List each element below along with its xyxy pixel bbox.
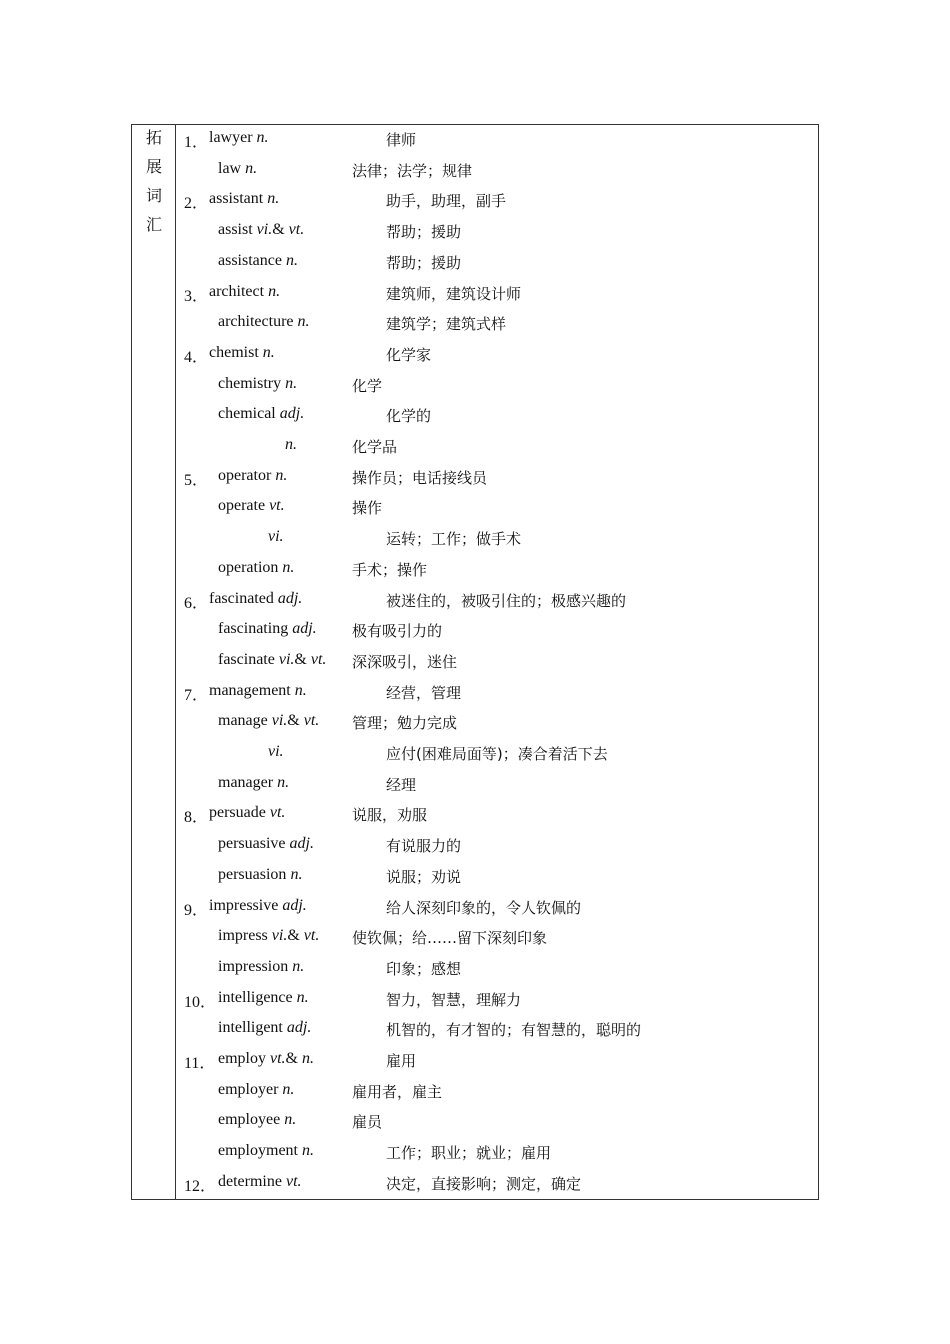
word-text: persuasion bbox=[218, 865, 291, 883]
entry-number: 7． bbox=[184, 686, 209, 704]
part-of-speech: vi. bbox=[268, 743, 284, 760]
side-label-char: 词 bbox=[145, 186, 162, 205]
part-of-speech: n. bbox=[267, 190, 280, 208]
entry-definition: 运转；工作；做手术 bbox=[386, 530, 522, 549]
entry-word bbox=[218, 620, 317, 638]
entry-definition: 建筑学；建筑式样 bbox=[386, 315, 507, 334]
word-text: assist bbox=[218, 221, 257, 239]
part-of-speech: n. bbox=[285, 436, 297, 453]
side-label-column bbox=[132, 125, 176, 1199]
entry-word bbox=[218, 712, 319, 730]
entry-definition: 雇用 bbox=[386, 1052, 417, 1070]
entry-word bbox=[209, 344, 275, 362]
entry-word bbox=[209, 283, 280, 301]
word-text: impression bbox=[218, 957, 293, 975]
entry-definition: 说服；劝说 bbox=[386, 867, 462, 886]
word-text: assistant bbox=[209, 190, 268, 208]
entry-number: 4． bbox=[184, 348, 209, 366]
list-item bbox=[176, 432, 818, 463]
word-text: assistance bbox=[218, 251, 286, 269]
entry-definition: 经营，管理 bbox=[386, 683, 462, 702]
list-item bbox=[176, 893, 818, 924]
part-of-speech: adj. bbox=[292, 620, 317, 638]
entry-word bbox=[209, 682, 307, 700]
entry-definition: 经理 bbox=[386, 775, 417, 794]
list-item bbox=[176, 186, 818, 217]
part-of-speech: n. bbox=[268, 282, 281, 300]
list-item bbox=[176, 156, 818, 187]
entry-definition: 化学品 bbox=[352, 438, 398, 456]
list-item bbox=[176, 831, 818, 862]
part-of-speech-extra: & vt. bbox=[294, 650, 327, 668]
entry-number: 12． bbox=[184, 1177, 217, 1195]
entry-number: 9． bbox=[184, 901, 209, 919]
entry-definition: 印象；感想 bbox=[386, 959, 462, 978]
part-of-speech-extra: & vt. bbox=[272, 221, 305, 239]
word-text: persuade bbox=[209, 804, 270, 822]
part-of-speech: n. bbox=[262, 343, 275, 361]
list-item bbox=[176, 1077, 818, 1108]
word-text: fascinating bbox=[218, 620, 293, 638]
entry-definition: 化学的 bbox=[386, 407, 432, 426]
part-of-speech: n. bbox=[301, 1142, 314, 1160]
entry-definition: 律师 bbox=[386, 131, 417, 149]
entry-definition: 说服，劝服 bbox=[352, 806, 428, 825]
word-text: employ bbox=[218, 1050, 270, 1067]
part-of-speech: vi. bbox=[278, 650, 295, 668]
part-of-speech: vi. bbox=[271, 712, 288, 730]
word-text: determine bbox=[218, 1172, 286, 1190]
entry-word bbox=[218, 866, 302, 884]
entry-definition: 有说服力的 bbox=[386, 837, 462, 856]
entry-word bbox=[209, 897, 307, 915]
word-text: persuasive bbox=[218, 835, 290, 853]
part-of-speech: adj. bbox=[279, 405, 305, 423]
word-text: intelligent bbox=[218, 1019, 287, 1037]
list-item bbox=[176, 463, 818, 494]
word-text: operator bbox=[218, 466, 276, 484]
entry-word bbox=[218, 835, 314, 853]
word-text: intelligence bbox=[218, 988, 297, 1006]
entry-word bbox=[218, 1111, 296, 1129]
entry-definition: 雇员 bbox=[352, 1113, 383, 1132]
vocabulary-table bbox=[131, 124, 819, 1200]
entry-definition: 应付(困难局面等)；凑合着活下去 bbox=[386, 745, 608, 763]
list-item bbox=[176, 862, 818, 893]
entry-definition: 给人深刻印象的，令人钦佩的 bbox=[386, 898, 582, 917]
entry-definition: 操作 bbox=[352, 499, 383, 518]
word-text: management bbox=[209, 681, 295, 699]
entry-definition: 极有吸引力的 bbox=[352, 622, 443, 641]
word-text: impressive bbox=[209, 896, 283, 914]
entry-word bbox=[285, 436, 297, 454]
list-item bbox=[176, 524, 818, 555]
entry-word bbox=[218, 375, 297, 393]
list-item bbox=[176, 739, 818, 770]
part-of-speech: n. bbox=[284, 1111, 297, 1129]
entry-word bbox=[218, 774, 289, 792]
entry-word bbox=[218, 1142, 314, 1160]
part-of-speech: vt. bbox=[270, 1050, 286, 1067]
entry-list bbox=[176, 125, 818, 1199]
word-text: law bbox=[218, 159, 246, 177]
entry-word bbox=[209, 590, 302, 608]
entry-word bbox=[218, 1081, 294, 1099]
part-of-speech: adj. bbox=[286, 1019, 312, 1037]
entry-definition: 雇用者，雇主 bbox=[352, 1082, 443, 1101]
entry-word bbox=[209, 804, 285, 822]
list-item bbox=[176, 985, 818, 1016]
part-of-speech-extra: & vt. bbox=[287, 712, 320, 730]
list-item bbox=[176, 371, 818, 402]
entry-word bbox=[218, 160, 257, 178]
list-item bbox=[176, 401, 818, 432]
word-text: chemical bbox=[218, 405, 280, 423]
part-of-speech-extra: & vt. bbox=[287, 927, 320, 945]
list-item bbox=[176, 1015, 818, 1046]
entry-definition: 帮助；援助 bbox=[386, 223, 462, 242]
entry-number: 3． bbox=[184, 287, 209, 305]
entry-word bbox=[218, 497, 285, 515]
word-text: fascinate bbox=[218, 650, 279, 668]
entry-definition: 化学家 bbox=[386, 345, 432, 364]
part-of-speech: n. bbox=[282, 558, 295, 576]
part-of-speech: n. bbox=[285, 251, 298, 269]
part-of-speech: n. bbox=[245, 159, 258, 177]
part-of-speech: n. bbox=[282, 1080, 295, 1098]
list-item bbox=[176, 555, 818, 586]
word-text: employee bbox=[218, 1111, 285, 1129]
entry-word bbox=[218, 1173, 302, 1191]
side-label-char: 汇 bbox=[145, 215, 162, 234]
list-item bbox=[176, 954, 818, 985]
part-of-speech: n. bbox=[285, 374, 298, 392]
list-item bbox=[176, 708, 818, 739]
part-of-speech: n. bbox=[297, 313, 310, 331]
part-of-speech: n. bbox=[292, 957, 305, 975]
entry-definition: 建筑师，建筑设计师 bbox=[386, 284, 522, 303]
word-text: lawyer bbox=[209, 129, 257, 146]
list-item bbox=[176, 647, 818, 678]
word-text: architect bbox=[209, 282, 269, 300]
part-of-speech: vi. bbox=[268, 528, 284, 546]
word-text: employment bbox=[218, 1142, 302, 1160]
side-label-char: 展 bbox=[145, 157, 162, 176]
entry-number: 2． bbox=[184, 195, 209, 213]
part-of-speech: adj. bbox=[282, 896, 307, 914]
entry-number: 5． bbox=[184, 471, 209, 489]
entry-word bbox=[209, 190, 279, 208]
entry-word bbox=[218, 651, 326, 669]
entry-word bbox=[218, 958, 304, 976]
word-text: manager bbox=[218, 773, 278, 791]
part-of-speech-extra: & n. bbox=[285, 1050, 314, 1067]
part-of-speech: vi. bbox=[271, 927, 288, 945]
list-item bbox=[176, 1169, 818, 1200]
list-item bbox=[176, 309, 818, 340]
part-of-speech: vt. bbox=[269, 804, 286, 822]
list-item bbox=[176, 248, 818, 279]
list-item bbox=[176, 1107, 818, 1138]
entry-word bbox=[218, 405, 304, 423]
entry-word bbox=[268, 528, 284, 546]
entry-definition: 工作；职业；就业；雇用 bbox=[386, 1144, 552, 1163]
list-item bbox=[176, 340, 818, 371]
part-of-speech: n. bbox=[294, 681, 307, 699]
list-item bbox=[176, 586, 818, 617]
list-item bbox=[176, 678, 818, 709]
list-item bbox=[176, 493, 818, 524]
list-item bbox=[176, 800, 818, 831]
word-text: fascinated bbox=[209, 589, 278, 607]
entry-definition: 法律；法学；规律 bbox=[352, 161, 473, 180]
entry-word bbox=[218, 252, 298, 270]
entry-number: 6． bbox=[184, 594, 209, 612]
entry-word bbox=[218, 467, 287, 485]
part-of-speech: n. bbox=[290, 865, 303, 883]
part-of-speech: n. bbox=[275, 466, 288, 484]
list-item bbox=[176, 1138, 818, 1169]
entry-definition: 深深吸引，迷住 bbox=[352, 652, 458, 671]
list-item bbox=[176, 217, 818, 248]
part-of-speech: vt. bbox=[269, 497, 285, 515]
part-of-speech: adj. bbox=[277, 589, 303, 607]
entry-word bbox=[218, 989, 309, 1007]
entry-number: 1． bbox=[184, 134, 209, 151]
entry-definition: 决定，直接影响；测定，确定 bbox=[386, 1174, 582, 1193]
list-item bbox=[176, 279, 818, 310]
word-text: operate bbox=[218, 497, 270, 515]
entry-definition: 操作员；电话接线员 bbox=[352, 468, 488, 487]
word-text: manage bbox=[218, 712, 272, 730]
part-of-speech: n. bbox=[256, 129, 269, 146]
side-label-char: 拓 bbox=[145, 128, 162, 147]
part-of-speech: n. bbox=[296, 988, 309, 1006]
list-item bbox=[176, 125, 818, 156]
entry-definition: 使钦佩；给……留下深刻印象 bbox=[352, 929, 548, 948]
entry-word bbox=[268, 743, 284, 761]
entry-word bbox=[218, 313, 310, 331]
entry-number: 11． bbox=[184, 1055, 216, 1072]
list-item bbox=[176, 616, 818, 647]
entry-definition: 手术；操作 bbox=[352, 560, 428, 579]
entry-word bbox=[218, 559, 294, 577]
entry-definition: 助手，助理，副手 bbox=[386, 192, 507, 211]
part-of-speech: vt. bbox=[285, 1172, 302, 1190]
word-text: chemist bbox=[209, 343, 263, 361]
entry-definition: 帮助；援助 bbox=[386, 253, 462, 272]
word-text: operation bbox=[218, 558, 283, 576]
word-text: employer bbox=[218, 1080, 283, 1098]
part-of-speech: n. bbox=[277, 773, 290, 791]
entry-definition: 化学 bbox=[352, 376, 383, 395]
word-text: architecture bbox=[218, 313, 298, 331]
entry-definition: 被迷住的，被吸引住的；极感兴趣的 bbox=[386, 591, 627, 610]
part-of-speech: adj. bbox=[289, 835, 314, 853]
entry-word bbox=[209, 129, 269, 147]
entry-word bbox=[218, 221, 304, 239]
word-text: impress bbox=[218, 927, 272, 945]
list-item bbox=[176, 923, 818, 954]
word-text: chemistry bbox=[218, 374, 286, 392]
entry-definition: 机智的，有才智的；有智慧的，聪明的 bbox=[386, 1021, 642, 1040]
list-item bbox=[176, 1046, 818, 1077]
entry-number: 10． bbox=[184, 993, 217, 1011]
entry-word bbox=[218, 1050, 314, 1068]
list-item bbox=[176, 770, 818, 801]
entry-word bbox=[218, 1019, 311, 1037]
entry-word bbox=[218, 927, 319, 945]
part-of-speech: vi. bbox=[256, 221, 273, 239]
entry-number: 8． bbox=[184, 809, 209, 827]
entry-definition: 管理；勉力完成 bbox=[352, 714, 458, 733]
entry-definition: 智力，智慧，理解力 bbox=[386, 990, 522, 1009]
